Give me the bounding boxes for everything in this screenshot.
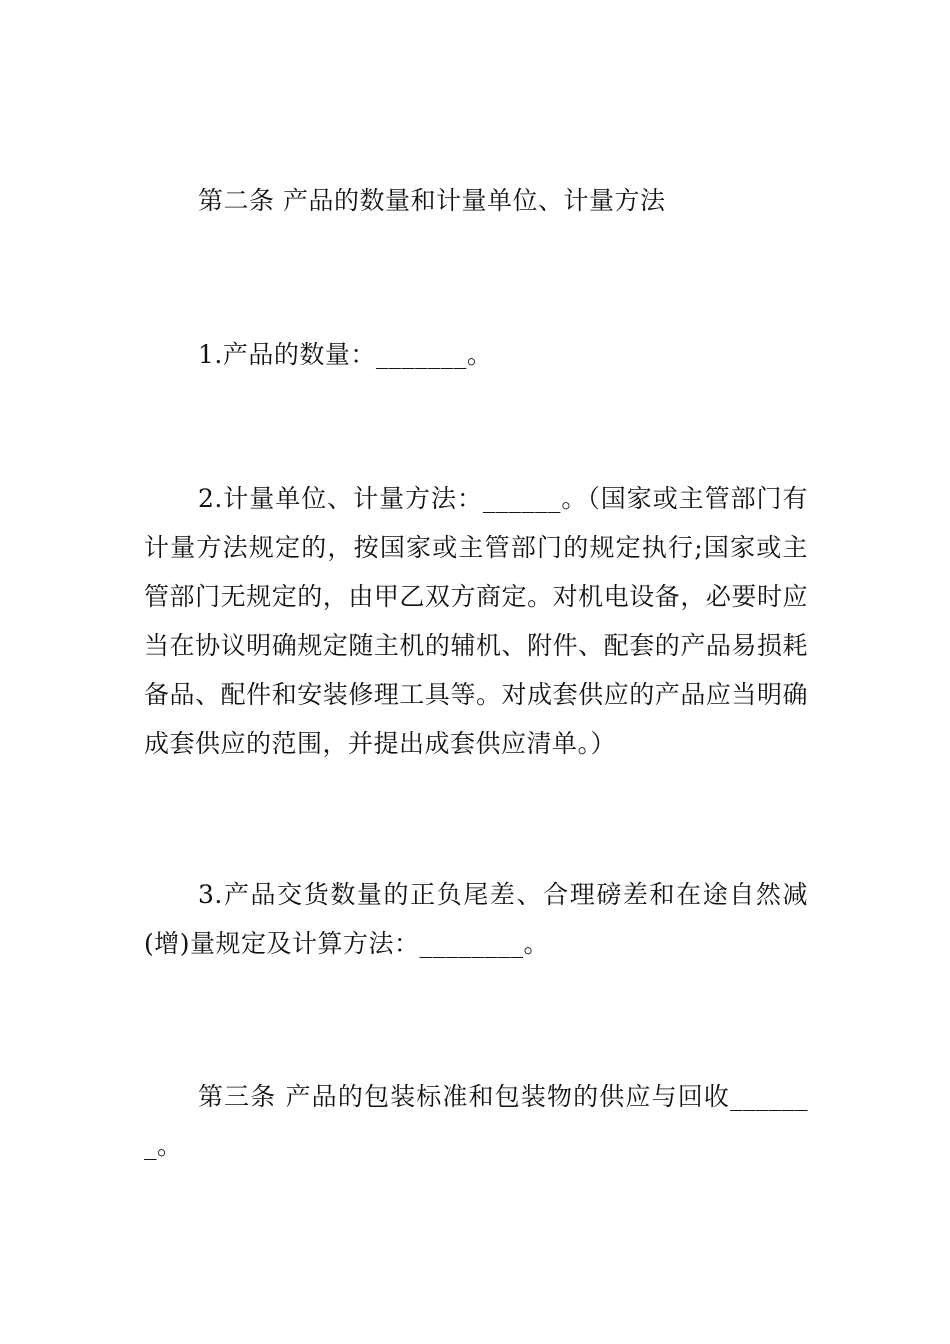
article-2-heading: 第二条 产品的数量和计量单位、计量方法 bbox=[198, 186, 666, 215]
item-1-product-quantity: 1.产品的数量：_______。 bbox=[198, 340, 493, 369]
item-2-measurement-unit-method: 2.计量单位、计量方法：______。（国家或主管部门有计量方法规定的，按国家或主管部门的规定执行;国家或主管部门无规定的，由甲乙双方商定。对机电设备，必要时应当在协议明确规定随主机的辅机、附件、配套的产品易损耗备品、配件和安装修理工具等。对成套供应的产品应当明确成套供应的范围，并提出成套供应清单。） bbox=[144, 484, 808, 758]
item-3-delivery-tolerance: 3.产品交货数量的正负尾差、合理磅差和在途自然减(增)量规定及计算方法：________。 bbox=[144, 880, 808, 958]
article-3-heading: 第三条 产品的包装标准和包装物的供应与回收_______。 bbox=[144, 1082, 808, 1160]
